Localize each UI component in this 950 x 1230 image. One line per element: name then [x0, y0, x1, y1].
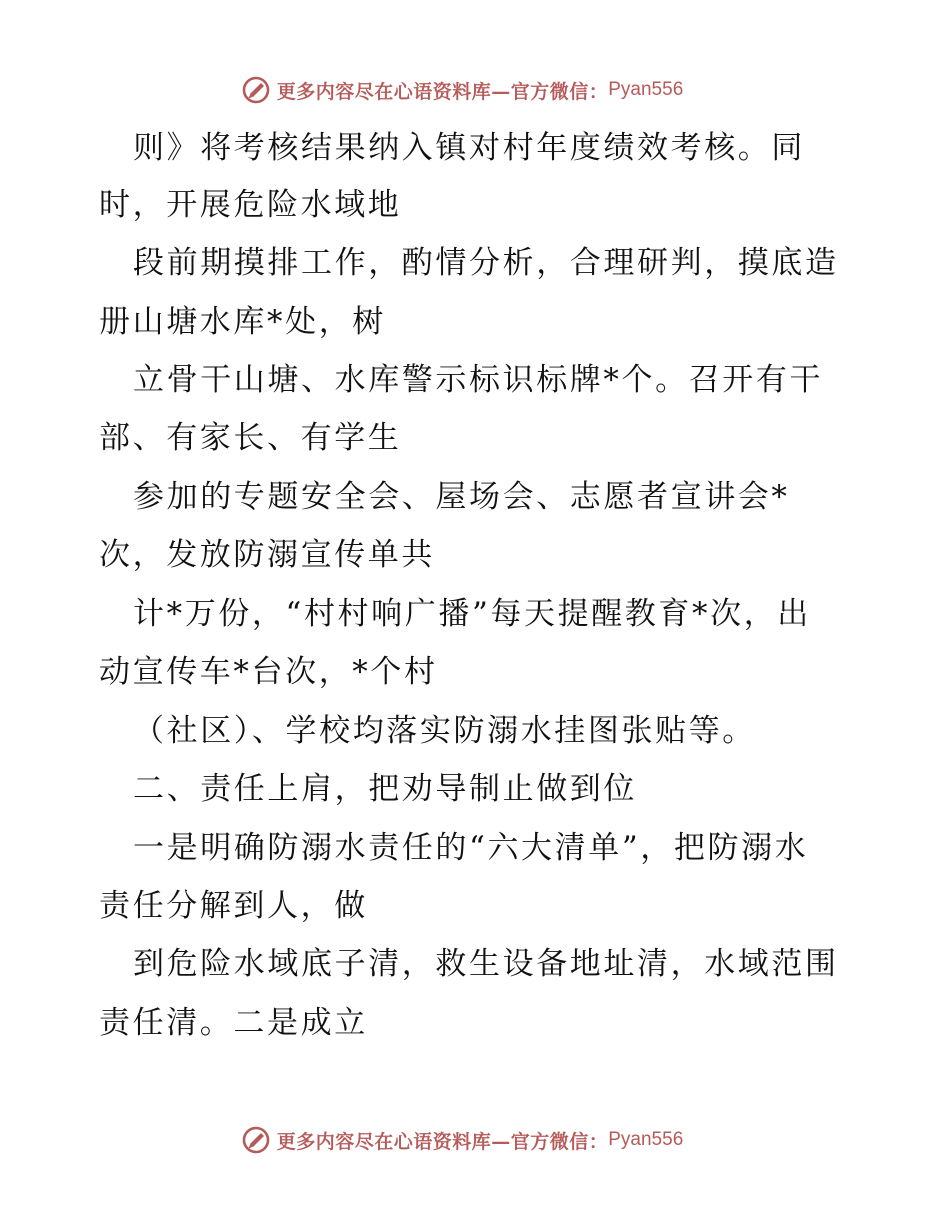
paragraph-line: 立骨干山塘、水库警示标识标牌*个。召开有干 — [133, 362, 824, 398]
paragraph-line: 则》将考核结果纳入镇对村年度绩效考核。同 — [133, 130, 805, 166]
footer-banner — [0, 1120, 950, 1160]
footer-banner-text: 更多内容尽在心语资料库—官方微信： — [276, 1130, 609, 1153]
brand-logo-icon — [241, 75, 271, 105]
section-heading: 二、责任上肩，把劝导制止做到位 — [133, 771, 637, 807]
header-banner-text: 更多内容尽在心语资料库—官方微信： — [276, 80, 609, 103]
paragraph-line: 计*万份，“村村响广播”每天提醒教育*次，出 — [133, 596, 811, 632]
header-banner — [0, 70, 950, 110]
paragraph-line: 责任分解到人，做 — [99, 888, 368, 924]
brand-logo-icon — [241, 1125, 271, 1155]
paragraph-line: 参加的专题安全会、屋场会、志愿者宣讲会* — [133, 479, 790, 515]
paragraph-line: 一是明确防溺水责任的“六大清单”，把防溺水 — [133, 830, 809, 866]
paragraph-line: 次，发放防溺宣传单共 — [99, 537, 435, 573]
paragraph-line: （社区）、学校均落实防溺水挂图张贴等。 — [133, 713, 756, 749]
paragraph-line: 部、有家长、有学生 — [99, 420, 402, 456]
paragraph-line: 时，开展危险水域地 — [99, 187, 402, 223]
footer-banner-wechat-id: Pyan556 — [608, 1129, 684, 1150]
paragraph-line: 责任清。二是成立 — [99, 1005, 368, 1041]
header-banner-wechat-id: Pyan556 — [608, 79, 684, 100]
paragraph-line: 册山塘水库*处，树 — [99, 304, 386, 340]
paragraph-line: 动宣传车*台次，*个村 — [99, 654, 438, 690]
paragraph-line: 段前期摸排工作，酌情分析，合理研判，摸底造 — [133, 245, 839, 281]
paragraph-line: 到危险水域底子清，救生设备地址清，水域范围 — [133, 946, 839, 982]
